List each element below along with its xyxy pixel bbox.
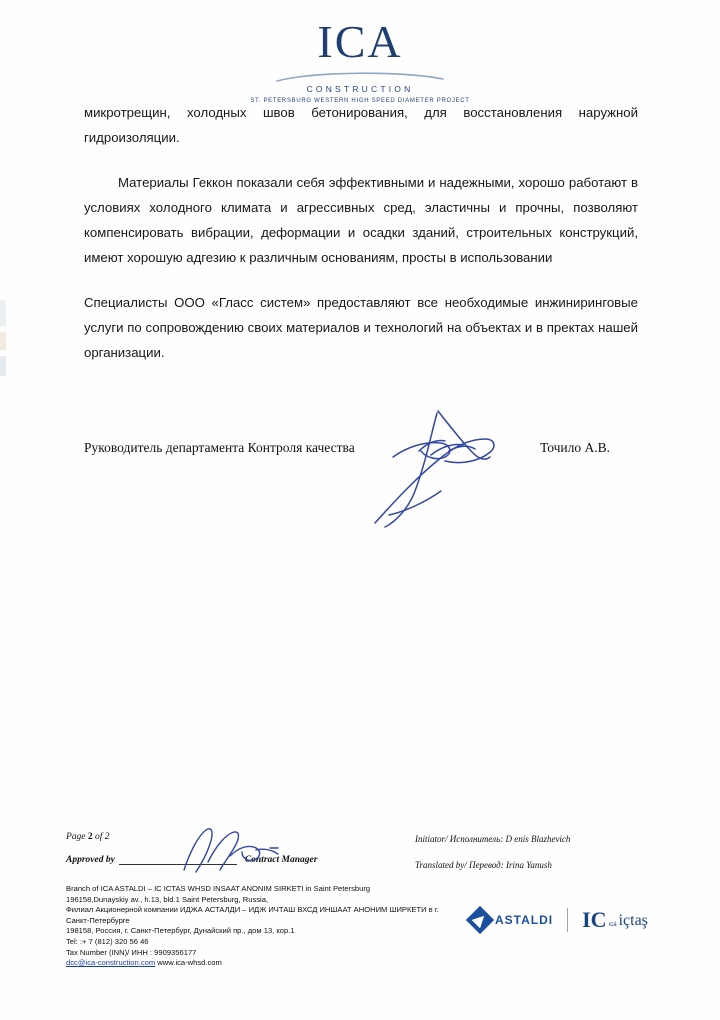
signature-title: Руководитель департамента Контроля качества xyxy=(84,440,355,455)
page-label: Page xyxy=(66,832,86,842)
signature-row xyxy=(84,440,638,456)
website-link[interactable]: www.ica-whsd.com xyxy=(157,958,222,968)
logo-divider xyxy=(567,908,568,932)
paragraph-1: микротрещин, холодных швов бетонирования, для восстановления наружной гидроизоляции. xyxy=(84,105,638,145)
translated-line: Translated by/ Перевод: Irina Yanush xyxy=(415,860,552,870)
paragraph-3: Специалисты ООО «Гласс систем» предоставляют все необходимые инжиниринговые услуги по сопровождению своих материалов и технологий на объектах и в пректах нашей организации. xyxy=(84,295,638,360)
address-line-3: Филиал Акционерной компании ИДЖА АСТАЛДИ – ИДЖ ИЧТАШ ВХСД ИНШААТ АНОНИМ ШИРКЕТИ в г. Санкт-Петербурге xyxy=(66,905,439,925)
page-number: 2 xyxy=(87,832,93,842)
paragraph-2: Материалы Геккон показали себя эффективными и надежными, хорошо работают в условиях холодного климата и агрессивных сред, эластичны и прочны, позволяют компенсировать вибрации, деформации и осадки зданий, строительных конструкций, имеют хорошую адгезию к различным основаниям, просты в использовании xyxy=(84,175,638,265)
handwritten-signature-footer xyxy=(174,822,284,882)
contract-manager-label: Contract Manager xyxy=(244,855,318,865)
document-body xyxy=(84,100,638,379)
logo-wordmark: ICA xyxy=(317,16,403,67)
footer-right-block xyxy=(415,834,705,886)
initiator-line: Initiator/ Исполнитель: D enis Blazhevich xyxy=(415,834,571,844)
approved-by-label: Approved by xyxy=(66,855,115,865)
address-line-5: Tel: :+ 7 (812) 320 56 46 xyxy=(66,936,149,946)
address-line-1: Branch of ICA ASTALDI – IC ICTAS WHSD INSAAT ANONIM SIRKETI in Saint Petersburg xyxy=(66,884,371,893)
logo-swoosh-icon xyxy=(275,70,445,84)
address-line-6: Tax Number (INN)/ ИНН : 9909356177 xyxy=(66,947,197,957)
astaldi-wordmark: ASTALDI xyxy=(495,913,554,927)
address-line-2: 196158,Dunayskiy av., h.13, bld.1 Saint Petersburg, Russia, xyxy=(66,894,269,904)
page-of-label: of xyxy=(95,832,103,842)
signature-name: Точило А.В. xyxy=(539,440,610,455)
astaldi-diamond-icon xyxy=(466,906,494,934)
company-logo xyxy=(0,18,720,104)
address-line-4: 198158, Россия, г. Санкт-Петербург, Дунайский пр., дом 13, кор.1 xyxy=(66,926,295,936)
email-link[interactable]: dcc@ica-construction.com xyxy=(66,958,156,968)
partner-logos xyxy=(470,908,648,932)
astaldi-logo xyxy=(470,910,553,930)
logo-subtitle: CONSTRUCTION xyxy=(306,84,414,94)
page-total: 2 xyxy=(104,832,110,842)
logo-project-line: ST. PETERSBURG WESTERN HIGH SPEED DIAMETER PROJECT xyxy=(250,98,470,104)
ictas-ic-mark: IC xyxy=(582,907,607,932)
scan-artifact xyxy=(0,300,6,326)
ictas-wordmark: içtaş xyxy=(618,912,648,929)
document-footer xyxy=(0,826,720,1020)
handwritten-signature xyxy=(345,395,545,535)
company-address-block xyxy=(66,884,446,969)
scan-artifact xyxy=(0,332,6,350)
footer-left-block xyxy=(66,832,366,865)
scan-artifact xyxy=(0,356,6,376)
ictas-logo xyxy=(582,907,648,932)
ictas-sub-mark: ıcá xyxy=(608,922,617,928)
